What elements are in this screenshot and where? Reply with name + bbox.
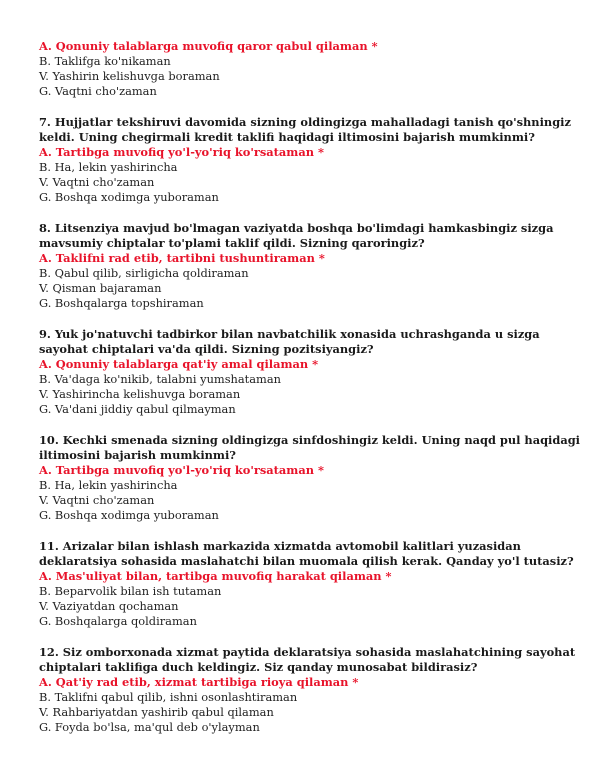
answer-option-correct: A. Qat'iy rad etib, xizmat tartibiga rioya qilaman * — [39, 675, 359, 689]
question-text: 8. Litsenziya mavjud bo'lmagan vaziyatda boshqa bo'limdagi hamkasbingiz sizga — [39, 221, 554, 235]
answer-option-correct: A. Qonuniy talablarga muvofiq qaror qabul qilaman * — [39, 39, 378, 53]
question-text: iltimosini bajarish mumkinmi? — [39, 448, 236, 462]
question-text: keldi. Uning chegirmali kredit taklifi haqidagi iltimosini bajarish mumkinmi? — [39, 130, 535, 144]
answer-option: V. Yashirin kelishuvga boraman — [39, 69, 220, 83]
question-block — [39, 433, 581, 523]
question-text: 9. Yuk jo'natuvchi tadbirkor bilan navbatchilik xonasida uchrashganda u sizga — [39, 327, 540, 341]
question-block — [39, 327, 570, 417]
answer-option: V. Vaziyatdan qochaman — [39, 599, 179, 613]
question-text: sayohat chiptalari va'da qildi. Sizning pozitsiyangiz? — [39, 342, 374, 356]
question-text: 12. Siz omborxonada xizmat paytida deklaratsiya sohasida maslahatchining sayohat — [39, 645, 576, 659]
answer-option: V. Vaqtni cho'zaman — [39, 175, 155, 189]
answer-option-correct: A. Qonuniy talablarga qat'iy amal qilaman * — [39, 357, 319, 371]
answer-option: B. Taklifni qabul qilib, ishni osonlashtiraman — [39, 690, 298, 704]
answer-option: G. Boshqalarga topshiraman — [39, 296, 204, 310]
answer-option-correct: A. Mas'uliyat bilan, tartibga muvofiq harakat qilaman * — [39, 569, 392, 583]
answer-option: V. Yashirincha kelishuvga boraman — [39, 387, 241, 401]
answer-option-correct: A. Tartibga muvofiq yo'l-yo'riq ko'rsataman * — [39, 145, 324, 159]
answer-option: G. Foyda bo'lsa, ma'qul deb o'ylayman — [39, 720, 260, 734]
answer-option: G. Boshqa xodimga yuboraman — [39, 190, 219, 204]
answer-option: V. Vaqtni cho'zaman — [39, 493, 155, 507]
question-text: 10. Kechki smenada sizning oldingizga sinfdoshingiz keldi. Uning naqd pul haqidagi — [39, 433, 581, 447]
answer-option: G. Boshqalarga qoldiraman — [39, 614, 197, 628]
answer-option-correct: A. Taklifni rad etib, tartibni tushuntiraman * — [39, 251, 325, 265]
answer-option: B. Va'daga ko'nikib, talabni yumshataman — [39, 372, 281, 386]
question-text: chiptalari taklifiga duch keldingiz. Siz qanday munosabat bildirasiz? — [39, 660, 478, 674]
intro-options — [39, 39, 570, 99]
question-text: deklaratsiya sohasida maslahatchi bilan muomala qilish kerak. Qanday yo'l tutasiz? — [39, 554, 574, 568]
question-text: 11. Arizalar bilan ishlash markazida xizmatda avtomobil kalitlari yuzasidan — [39, 539, 521, 553]
question-text: 7. Hujjatlar tekshiruvi davomida sizning oldingizga mahalladagi tanish qo'shningiz — [39, 115, 571, 129]
answer-option: B. Ha, lekin yashirincha — [39, 160, 178, 174]
answer-option: V. Rahbariyatdan yashirib qabul qilaman — [39, 705, 274, 719]
answer-option: G. Vaqtni cho'zaman — [39, 84, 157, 98]
question-text: mavsumiy chiptalar to'plami taklif qildi. Sizning qaroringiz? — [39, 236, 425, 250]
answer-option: G. Boshqa xodimga yuboraman — [39, 508, 219, 522]
answer-option-correct: A. Tartibga muvofiq yo'l-yo'riq ko'rsataman * — [39, 463, 324, 477]
question-block — [39, 645, 576, 735]
answer-option: B. Qabul qilib, sirligicha qoldiraman — [39, 266, 249, 280]
answer-option: B. Ha, lekin yashirincha — [39, 478, 178, 492]
question-block — [39, 539, 574, 629]
question-block — [39, 221, 570, 311]
answer-option: V. Qisman bajaraman — [39, 281, 162, 295]
question-block — [39, 115, 570, 205]
answer-option: B. Beparvolik bilan ish tutaman — [39, 584, 222, 598]
answer-option: B. Taklifga ko'nikaman — [39, 54, 171, 68]
answer-option: G. Va'dani jiddiy qabul qilmayman — [39, 402, 236, 416]
